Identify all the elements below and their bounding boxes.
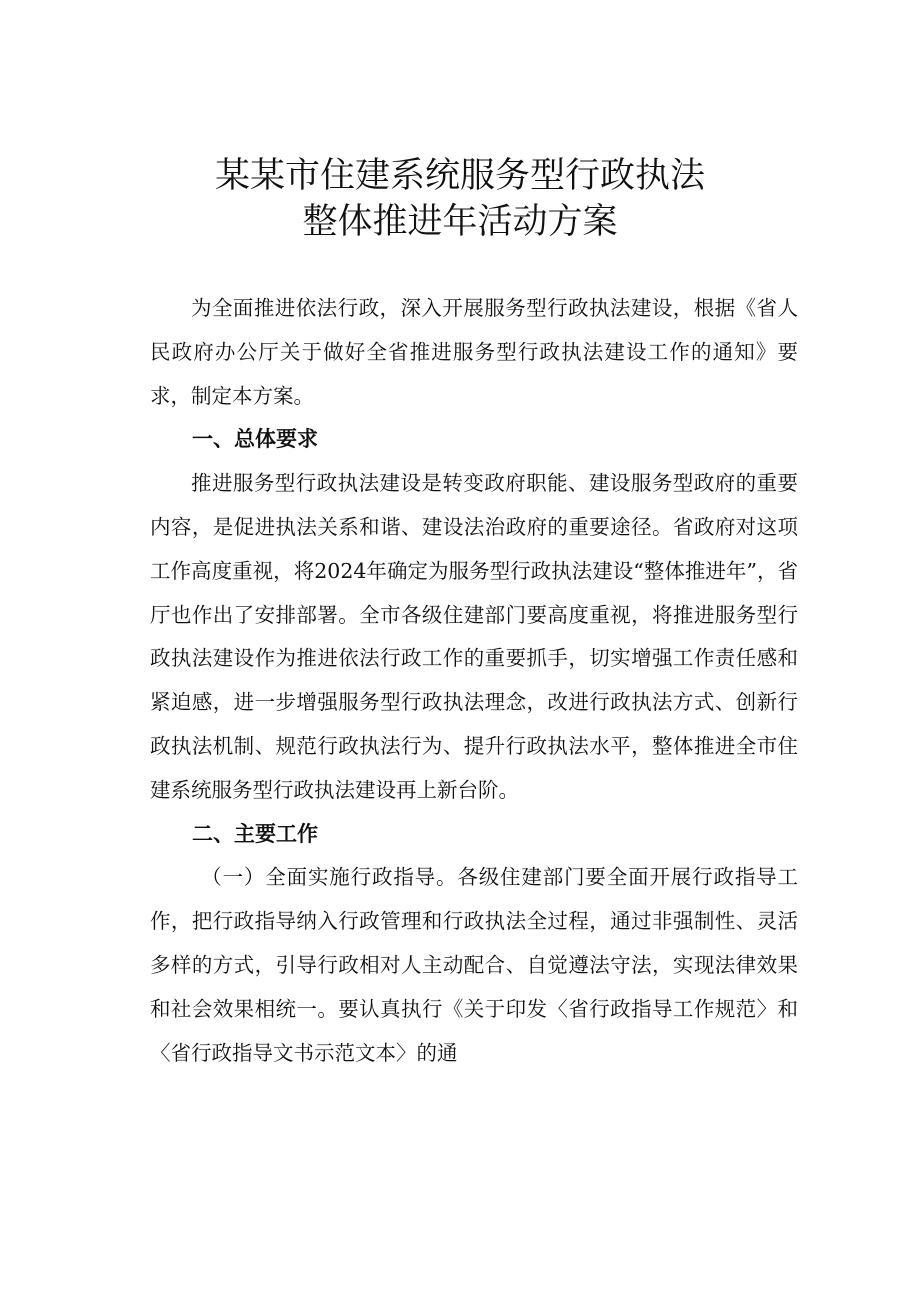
section1-paragraph: 推进服务型行政执法建设是转变政府职能、建设服务型政府的重要内容，是促进执法关系和谐、建设法治政府的重要途径。省政府对这项工作高度重视，将2024年确定为服务型行政执法建设“整体推进年”，省厅也作出了安排部署。全市各级住建部门要高度重视，将推进服务型行政执法建设作为推进依法行政工作的重要抓手，切实增强工作责任感和紧迫感，进一步增强服务型行政执法理念，改进行政执法方式、创新行政执法机制、规范行政执法行为、提升行政执法水平，整体推进全市住建系统服务型行政执法建设再上新台阶。 <box>150 471 798 802</box>
section2-item1-paragraph: （一）全面实施行政指导。各级住建部门要全面开展行政指导工作，把行政指导纳入行政管理和行政执法全过程，通过非强制性、灵活多样的方式，引导行政相对人主动配合、自觉遵法守法，实现法律效果和社会效果相统一。要认真执行《关于印发〈省行政指导工作规范〉和〈省行政指导文书示范文本〉的通 <box>150 865 798 1065</box>
document-title-line1: 某某市住建系统服务型行政执法 <box>214 156 705 196</box>
section2-heading: 二、主要工作 <box>192 821 318 846</box>
intro-paragraph: 为全面推进依法行政，深入开展服务型行政执法建设，根据《省人民政府办公厅关于做好全省推进服务型行政执法建设工作的通知》要求，制定本方案。 <box>150 296 798 408</box>
document-body <box>150 287 798 1075</box>
document-title-line2: 整体推进年活动方案 <box>302 202 618 242</box>
section1-heading: 一、总体要求 <box>192 427 318 452</box>
